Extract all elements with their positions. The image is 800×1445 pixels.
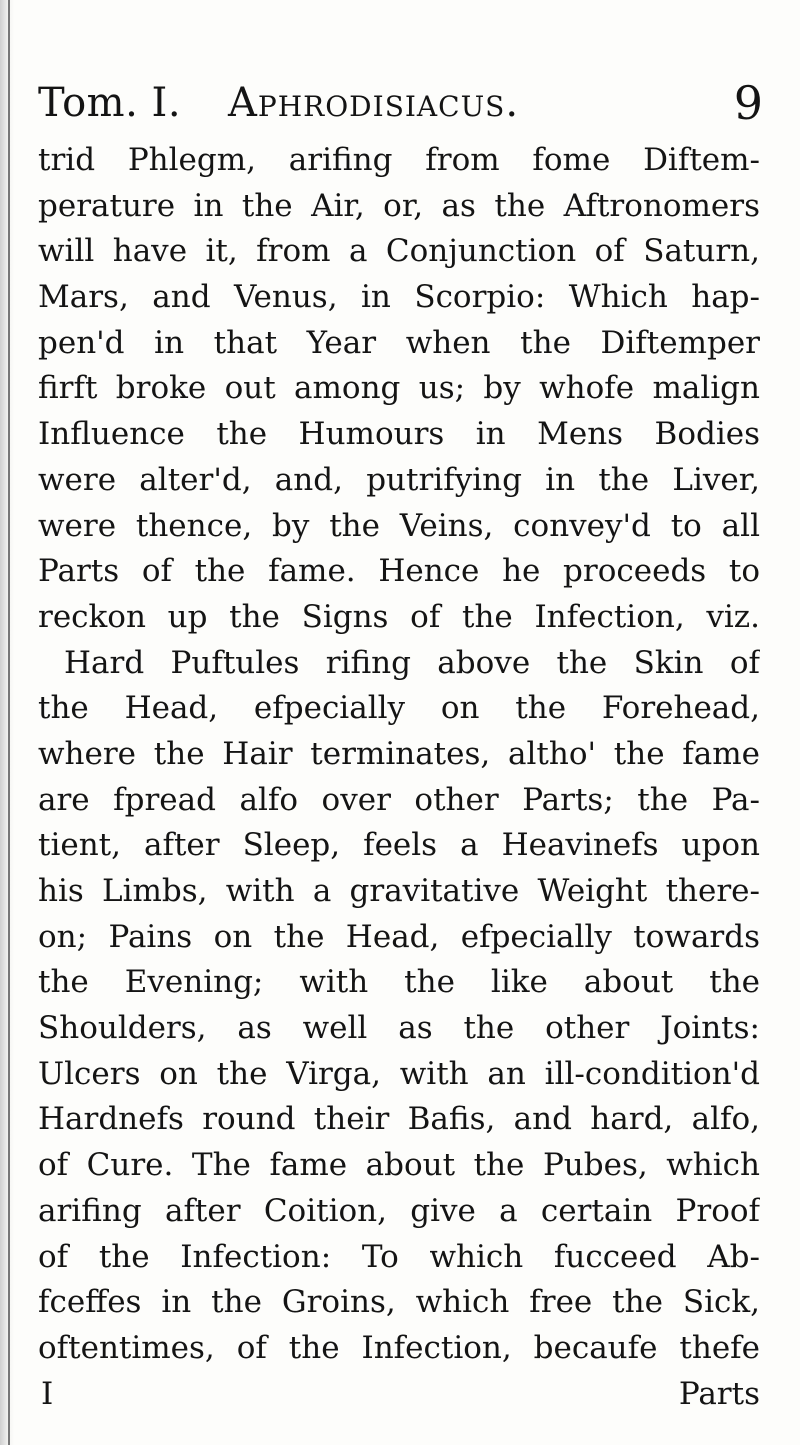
catchword: Parts [678,1375,760,1412]
text-line: of the Infection: To which fucceed Ab- [38,1238,760,1275]
text-line: Mars, and Venus, in Scorpio: Which hap- [38,279,760,316]
text-line: on; Pains on the Head, efpecially towards [38,918,760,955]
header-title: Aphrodisiacus. [228,80,520,126]
text-line: Ulcers on the Virga, with an ill-condition'd [38,1055,760,1092]
text-line: Parts of the fame. Hence he proceeds to [38,553,760,590]
text-line: will have it, from a Conjunction of Saturn, [38,233,760,270]
text-line: fceffes in the Groins, which free the Sick, [38,1284,760,1321]
signature-mark: I [41,1375,54,1412]
text-line: where the Hair terminates, altho' the fame [38,735,760,772]
text-line: pen'd in that Year when the Diftemper [38,324,760,361]
binding-gutter [0,0,14,1445]
text-line: trid Phlegm, arifing from fome Diftem- [38,142,760,178]
text-line: tient, after Sleep, feels a Heavinefs upon [38,827,760,864]
text-line: reckon up the Signs of the Infection, viz. [38,598,760,635]
footer-line [38,1372,760,1418]
binding-edge [8,0,10,1445]
page-number: 9 [733,76,763,130]
text-line: his Limbs, with a gravitative Weight there- [38,873,760,909]
text-line: Hardnefs round their Bafis, and hard, alfo, [38,1101,760,1138]
text-line: were thence, by the Veins, convey'd to all [38,507,760,544]
text-line: the Evening; with the like about the [38,964,760,1001]
text-line: the Head, efpecially on the Forehead, [38,690,760,727]
text-line: of Cure. The fame about the Pubes, which [38,1147,760,1184]
paragraph-start-line: Hard Puftules rifing above the Skin of [64,644,760,681]
header-volume: Tom. I. [38,80,182,126]
running-header [38,72,763,134]
text-line: Influence the Humours in Mens Bodies [38,416,760,453]
text-line: are fpread alfo over other Parts; the Pa- [38,781,760,818]
text-line: perature in the Air, or, as the Aftronomers [38,187,760,224]
text-line: Shoulders, as well as the other Joints: [38,1010,760,1047]
text-line: oftentimes, of the Infection, becaufe thefe [38,1329,760,1366]
body-text [38,138,760,1417]
text-line: firft broke out among us; by whofe malign [38,370,760,407]
text-line: were alter'd, and, putrifying in the Liver, [38,461,760,498]
text-line: arifing after Coition, give a certain Proof [38,1192,760,1229]
